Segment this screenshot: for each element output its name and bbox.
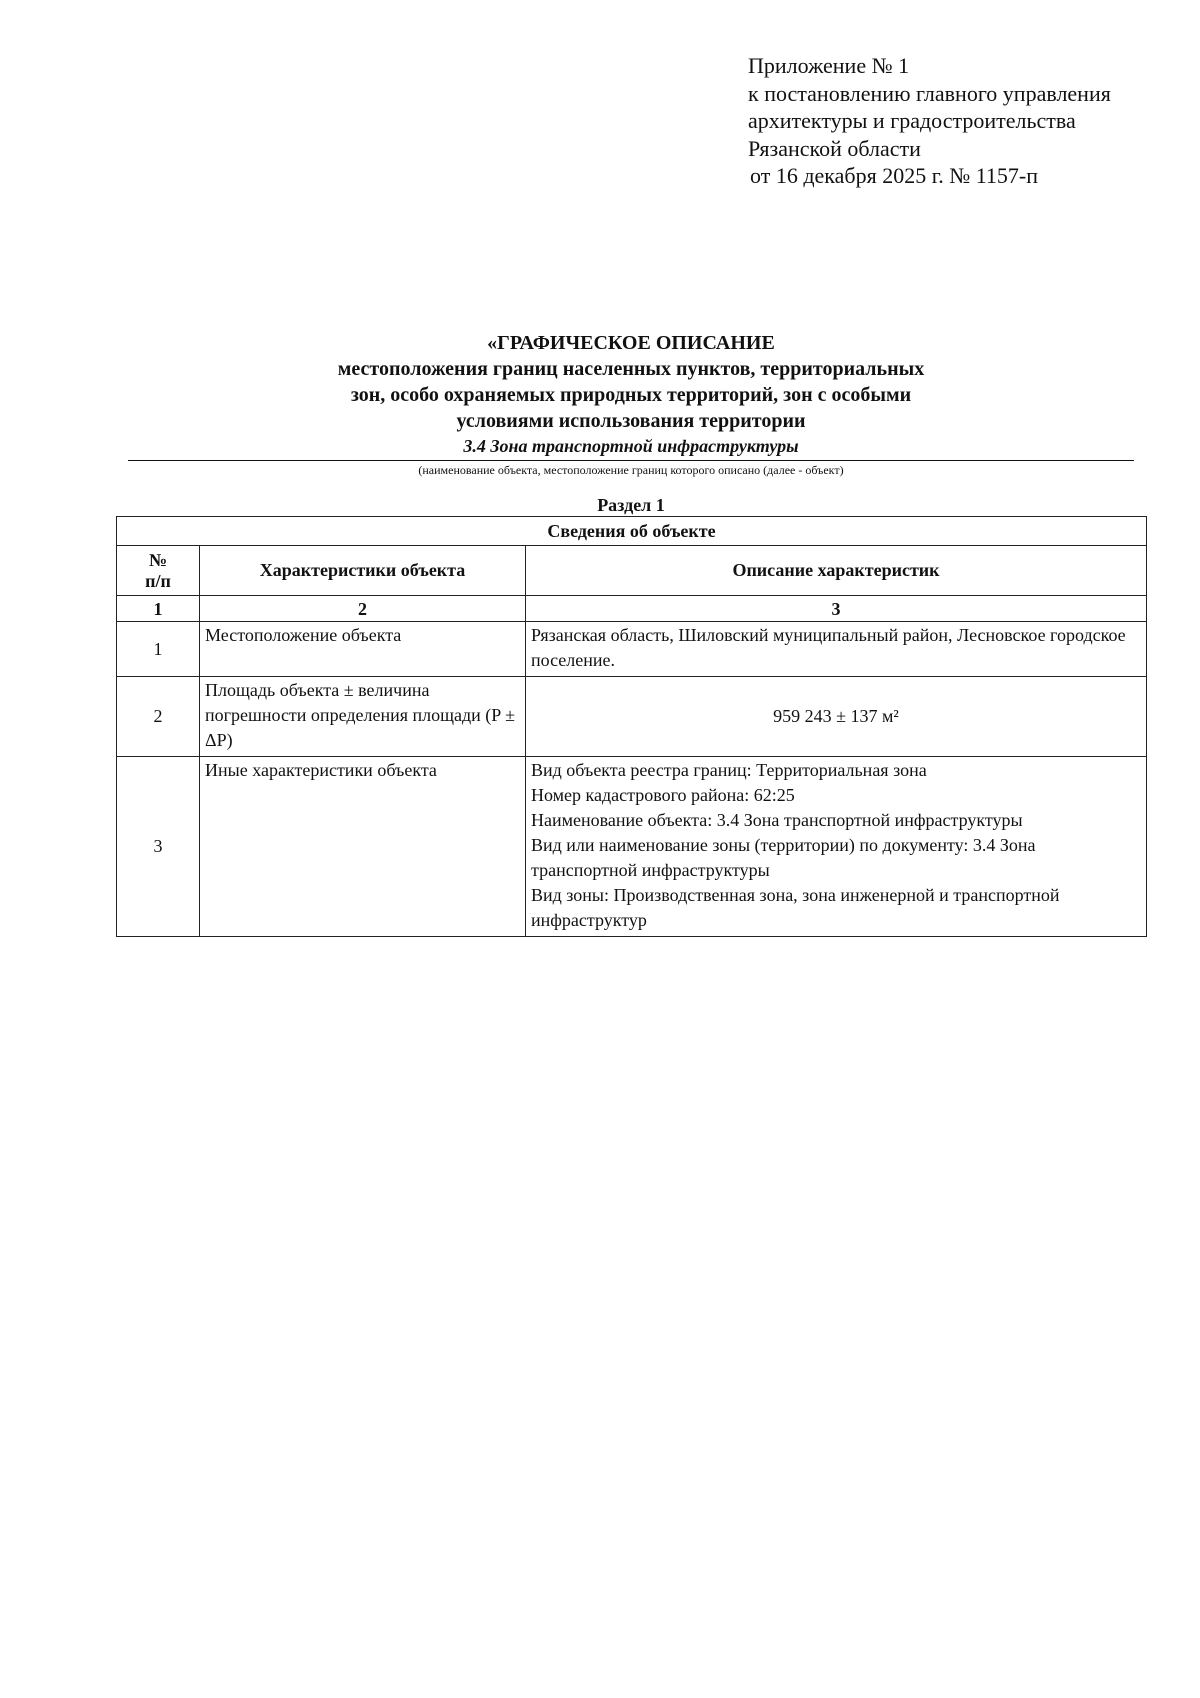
description-line: Номер кадастрового района: 62:25: [531, 785, 795, 805]
appendix-line: архитектуры и градостроительства: [748, 108, 1076, 133]
column-number: 2: [200, 596, 526, 622]
appendix-line: Рязанской области: [748, 135, 921, 161]
section-label: Раздел 1: [597, 495, 665, 515]
appendix-date-line: от 16 декабря 2025 г. № 1157-п: [750, 163, 1039, 188]
object-info-table: [116, 516, 1147, 937]
description-line: Вид объекта реестра границ: Территориальная зона: [531, 760, 927, 780]
object-name-caption: (наименование объекта, местоположение границ которого описано (далее - объект): [418, 463, 844, 477]
row-characteristic: Местоположение объекта: [200, 622, 526, 677]
header-number: [117, 546, 200, 596]
row-description: 959 243 ± 137 м²: [526, 677, 1147, 757]
document-title: [128, 330, 1134, 458]
row-description: Рязанская область, Шиловский муниципальный район, Лесновское городское поселение.: [526, 622, 1147, 677]
description-line: Вид зоны: Производственная зона, зона инженерной и транспортной инфраструктур: [531, 885, 1060, 930]
row-number: 2: [117, 677, 200, 757]
description-line: Наименование объекта: 3.4 Зона транспортной инфраструктуры: [531, 810, 1023, 830]
appendix-header: [748, 52, 1111, 190]
table-caption: Сведения об объекте: [117, 517, 1147, 546]
object-name: 3.4 Зона транспортной инфраструктуры: [463, 436, 799, 456]
table-row: [117, 757, 1147, 937]
header-number-line-2: п/п: [145, 570, 171, 591]
column-number: 3: [526, 596, 1147, 622]
appendix-line: к постановлению главного управления: [748, 80, 1111, 106]
header-characteristics: Характеристики объекта: [200, 546, 526, 596]
title-line-3: зон, особо охраняемых природных территорий, зон с особыми: [350, 384, 912, 406]
row-description: [526, 757, 1147, 937]
title-underline: [128, 460, 1134, 461]
table-row: [117, 622, 1147, 677]
header-number-line-1: №: [148, 549, 168, 570]
description-line: Вид или наименование зоны (территории) по документу: 3.4 Зона транспортной инфраструктуры: [531, 835, 1036, 880]
column-number-row: [117, 596, 1147, 622]
table-row: [117, 677, 1147, 757]
row-characteristic: Иные характеристики объекта: [200, 757, 526, 937]
appendix-line: Приложение № 1: [748, 53, 910, 78]
title-line-4: условиями использования территории: [456, 410, 806, 432]
header-description: Описание характеристик: [526, 546, 1147, 596]
column-number: 1: [117, 596, 200, 622]
row-number: 3: [117, 757, 200, 937]
row-number: 1: [117, 622, 200, 677]
title-line-1: «ГРАФИЧЕСКОЕ ОПИСАНИЕ: [487, 332, 775, 354]
title-line-2: местоположения границ населенных пунктов, территориальных: [337, 358, 925, 380]
row-characteristic: Площадь объекта ± величина погрешности определения площади (P ± ΔP): [200, 677, 526, 757]
